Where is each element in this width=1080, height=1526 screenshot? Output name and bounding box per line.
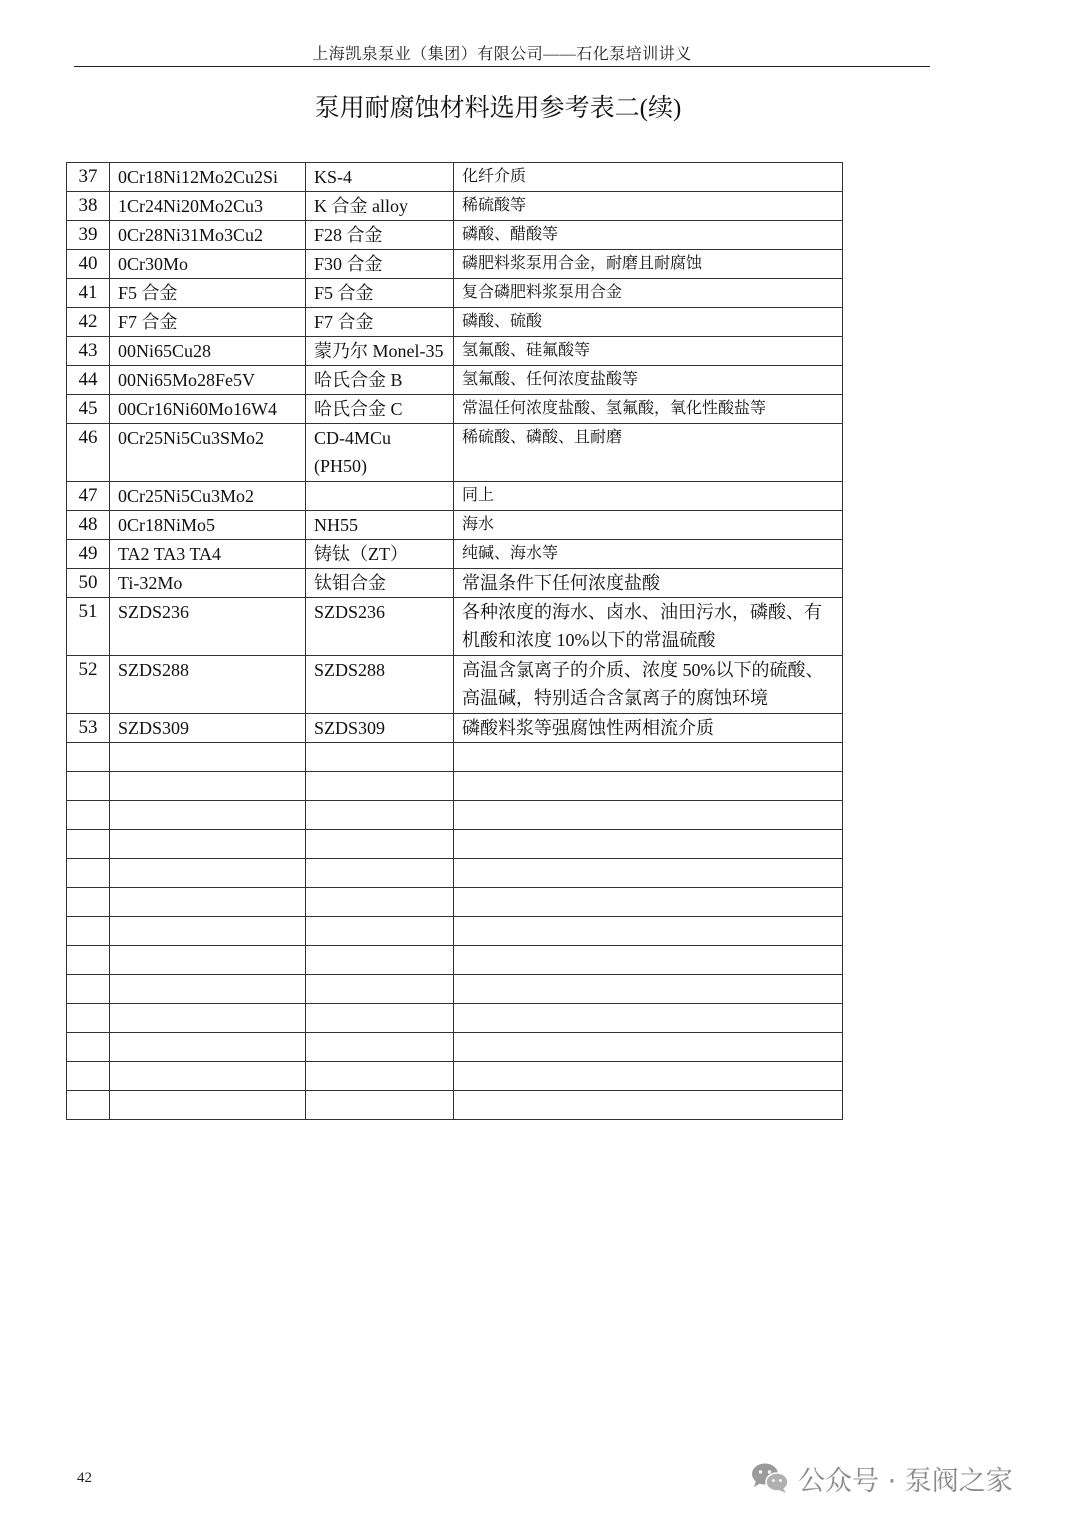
- table-row: [67, 337, 843, 366]
- empty-cell: [110, 743, 306, 772]
- empty-cell: [110, 888, 306, 917]
- medium-cell: 磷酸、硫酸: [454, 308, 843, 337]
- table-row: [67, 308, 843, 337]
- material-code-cell: SZDS236: [306, 598, 454, 656]
- material-code-cell: [306, 482, 454, 511]
- material-grade-cell: 0Cr18NiMo5: [110, 511, 306, 540]
- table-row: [67, 163, 843, 192]
- medium-cell: 化纤介质: [454, 163, 843, 192]
- empty-cell: [454, 1062, 843, 1091]
- row-number-cell: 43: [67, 337, 110, 366]
- empty-cell: [110, 975, 306, 1004]
- table-row: [67, 482, 843, 511]
- table-row: [67, 511, 843, 540]
- empty-cell: [306, 772, 454, 801]
- empty-cell: [306, 1033, 454, 1062]
- empty-cell: [110, 830, 306, 859]
- material-grade-cell: 0Cr28Ni31Mo3Cu2: [110, 221, 306, 250]
- empty-table-row: [67, 946, 843, 975]
- material-grade-cell: 00Ni65Cu28: [110, 337, 306, 366]
- empty-cell: [454, 888, 843, 917]
- empty-cell: [67, 1091, 110, 1120]
- row-number-cell: 38: [67, 192, 110, 221]
- empty-cell: [454, 801, 843, 830]
- empty-cell: [67, 946, 110, 975]
- material-grade-cell: SZDS236: [110, 598, 306, 656]
- table-row: [67, 424, 843, 482]
- material-grade-cell: 0Cr30Mo: [110, 250, 306, 279]
- empty-table-row: [67, 830, 843, 859]
- empty-table-row: [67, 1004, 843, 1033]
- empty-cell: [306, 917, 454, 946]
- empty-cell: [67, 801, 110, 830]
- empty-cell: [306, 830, 454, 859]
- material-code-cell: K 合金 alloy: [306, 192, 454, 221]
- medium-cell: 氢氟酸、硅氟酸等: [454, 337, 843, 366]
- medium-cell: 海水: [454, 511, 843, 540]
- empty-cell: [306, 801, 454, 830]
- material-code-cell: F5 合金: [306, 279, 454, 308]
- table-row: [67, 395, 843, 424]
- material-code-cell: CD-4MCu (PH50): [306, 424, 454, 482]
- empty-cell: [306, 1091, 454, 1120]
- material-code-cell: F28 合金: [306, 221, 454, 250]
- medium-cell: 复合磷肥料浆泵用合金: [454, 279, 843, 308]
- empty-cell: [454, 1033, 843, 1062]
- medium-cell: 氢氟酸、任何浓度盐酸等: [454, 366, 843, 395]
- material-grade-cell: 0Cr25Ni5Cu3SMo2: [110, 424, 306, 482]
- empty-table-row: [67, 1062, 843, 1091]
- empty-cell: [306, 859, 454, 888]
- row-number-cell: 47: [67, 482, 110, 511]
- material-code-cell: F7 合金: [306, 308, 454, 337]
- watermark-text: 公众号 · 泵阀之家: [798, 1465, 1013, 1497]
- row-number-cell: 39: [67, 221, 110, 250]
- medium-cell: 常温任何浓度盐酸、氢氟酸，氧化性酸盐等: [454, 395, 843, 424]
- row-number-cell: 50: [67, 569, 110, 598]
- row-number-cell: 40: [67, 250, 110, 279]
- empty-table-row: [67, 1091, 843, 1120]
- table-row: [67, 540, 843, 569]
- material-code-cell: 哈氏合金 B: [306, 366, 454, 395]
- material-code-cell: 哈氏合金 C: [306, 395, 454, 424]
- medium-cell: 纯碱、海水等: [454, 540, 843, 569]
- medium-cell: 同上: [454, 482, 843, 511]
- empty-table-row: [67, 917, 843, 946]
- material-grade-cell: TA2 TA3 TA4: [110, 540, 306, 569]
- page-title: 泵用耐腐蚀材料选用参考表二(续): [314, 95, 682, 122]
- table-row: [67, 714, 843, 743]
- empty-cell: [67, 859, 110, 888]
- materials-table-body: [67, 163, 843, 1120]
- material-code-cell: 铸钛（ZT）: [306, 540, 454, 569]
- medium-cell: 各种浓度的海水、卤水、油田污水，磷酸、有机酸和浓度 10%以下的常温硫酸: [454, 598, 843, 656]
- row-number-cell: 37: [67, 163, 110, 192]
- empty-cell: [67, 917, 110, 946]
- material-grade-cell: SZDS288: [110, 656, 306, 714]
- empty-cell: [454, 1004, 843, 1033]
- empty-cell: [454, 946, 843, 975]
- row-number-cell: 51: [67, 598, 110, 656]
- empty-cell: [67, 1004, 110, 1033]
- row-number-cell: 52: [67, 656, 110, 714]
- empty-cell: [67, 1062, 110, 1091]
- row-number-cell: 53: [67, 714, 110, 743]
- material-grade-cell: SZDS309: [110, 714, 306, 743]
- empty-cell: [67, 830, 110, 859]
- row-number-cell: 45: [67, 395, 110, 424]
- empty-cell: [110, 1091, 306, 1120]
- empty-cell: [67, 888, 110, 917]
- wechat-icon: [750, 1461, 790, 1495]
- material-grade-cell: 0Cr25Ni5Cu3Mo2: [110, 482, 306, 511]
- material-code-cell: 蒙乃尔 Monel-35: [306, 337, 454, 366]
- material-code-cell: SZDS309: [306, 714, 454, 743]
- material-grade-cell: 00Ni65Mo28Fe5V: [110, 366, 306, 395]
- row-number-cell: 46: [67, 424, 110, 482]
- empty-cell: [454, 830, 843, 859]
- table-row: [67, 656, 843, 714]
- medium-cell: 稀硫酸、磷酸、且耐磨: [454, 424, 843, 482]
- empty-cell: [110, 1062, 306, 1091]
- empty-cell: [110, 1004, 306, 1033]
- material-code-cell: KS-4: [306, 163, 454, 192]
- empty-table-row: [67, 1033, 843, 1062]
- row-number-cell: 48: [67, 511, 110, 540]
- table-row: [67, 598, 843, 656]
- row-number-cell: 42: [67, 308, 110, 337]
- material-code-cell: F30 合金: [306, 250, 454, 279]
- table-row: [67, 569, 843, 598]
- medium-cell: 磷酸、醋酸等: [454, 221, 843, 250]
- empty-table-row: [67, 743, 843, 772]
- empty-table-row: [67, 975, 843, 1004]
- empty-cell: [454, 1091, 843, 1120]
- empty-cell: [67, 772, 110, 801]
- watermark: [750, 1455, 1060, 1501]
- header-divider: [74, 66, 930, 67]
- material-grade-cell: F7 合金: [110, 308, 306, 337]
- medium-cell: 磷酸料浆等强腐蚀性两相流介质: [454, 714, 843, 743]
- table-row: [67, 250, 843, 279]
- empty-cell: [67, 975, 110, 1004]
- material-grade-cell: Ti-32Mo: [110, 569, 306, 598]
- empty-cell: [306, 946, 454, 975]
- empty-cell: [454, 975, 843, 1004]
- material-code-cell: SZDS288: [306, 656, 454, 714]
- empty-cell: [454, 772, 843, 801]
- row-number-cell: 49: [67, 540, 110, 569]
- table-row: [67, 366, 843, 395]
- medium-cell: 常温条件下任何浓度盐酸: [454, 569, 843, 598]
- material-code-cell: NH55: [306, 511, 454, 540]
- material-grade-cell: F5 合金: [110, 279, 306, 308]
- empty-cell: [306, 975, 454, 1004]
- header-text: 上海凯泉泵业（集团）有限公司——石化泵培训讲义: [312, 46, 692, 63]
- medium-cell: 高温含氯离子的介质、浓度 50%以下的硫酸、高温碱，特别适合含氯离子的腐蚀环境: [454, 656, 843, 714]
- empty-table-row: [67, 859, 843, 888]
- material-code-cell: 钛钼合金: [306, 569, 454, 598]
- empty-cell: [306, 743, 454, 772]
- empty-cell: [110, 772, 306, 801]
- medium-cell: 磷肥料浆泵用合金，耐磨且耐腐蚀: [454, 250, 843, 279]
- empty-cell: [110, 801, 306, 830]
- row-number-cell: 41: [67, 279, 110, 308]
- empty-cell: [67, 743, 110, 772]
- empty-cell: [306, 888, 454, 917]
- empty-cell: [454, 917, 843, 946]
- page-number: 42: [77, 1470, 92, 1486]
- empty-cell: [67, 1033, 110, 1062]
- materials-table: [66, 162, 843, 1120]
- medium-cell: 稀硫酸等: [454, 192, 843, 221]
- table-row: [67, 221, 843, 250]
- empty-cell: [110, 917, 306, 946]
- empty-cell: [110, 859, 306, 888]
- empty-cell: [306, 1062, 454, 1091]
- empty-cell: [110, 946, 306, 975]
- empty-cell: [454, 859, 843, 888]
- material-grade-cell: 1Cr24Ni20Mo2Cu3: [110, 192, 306, 221]
- empty-cell: [110, 1033, 306, 1062]
- material-grade-cell: 00Cr16Ni60Mo16W4: [110, 395, 306, 424]
- table-row: [67, 279, 843, 308]
- material-grade-cell: 0Cr18Ni12Mo2Cu2Si: [110, 163, 306, 192]
- empty-table-row: [67, 888, 843, 917]
- row-number-cell: 44: [67, 366, 110, 395]
- empty-cell: [306, 1004, 454, 1033]
- table-row: [67, 192, 843, 221]
- empty-table-row: [67, 801, 843, 830]
- empty-table-row: [67, 772, 843, 801]
- empty-cell: [454, 743, 843, 772]
